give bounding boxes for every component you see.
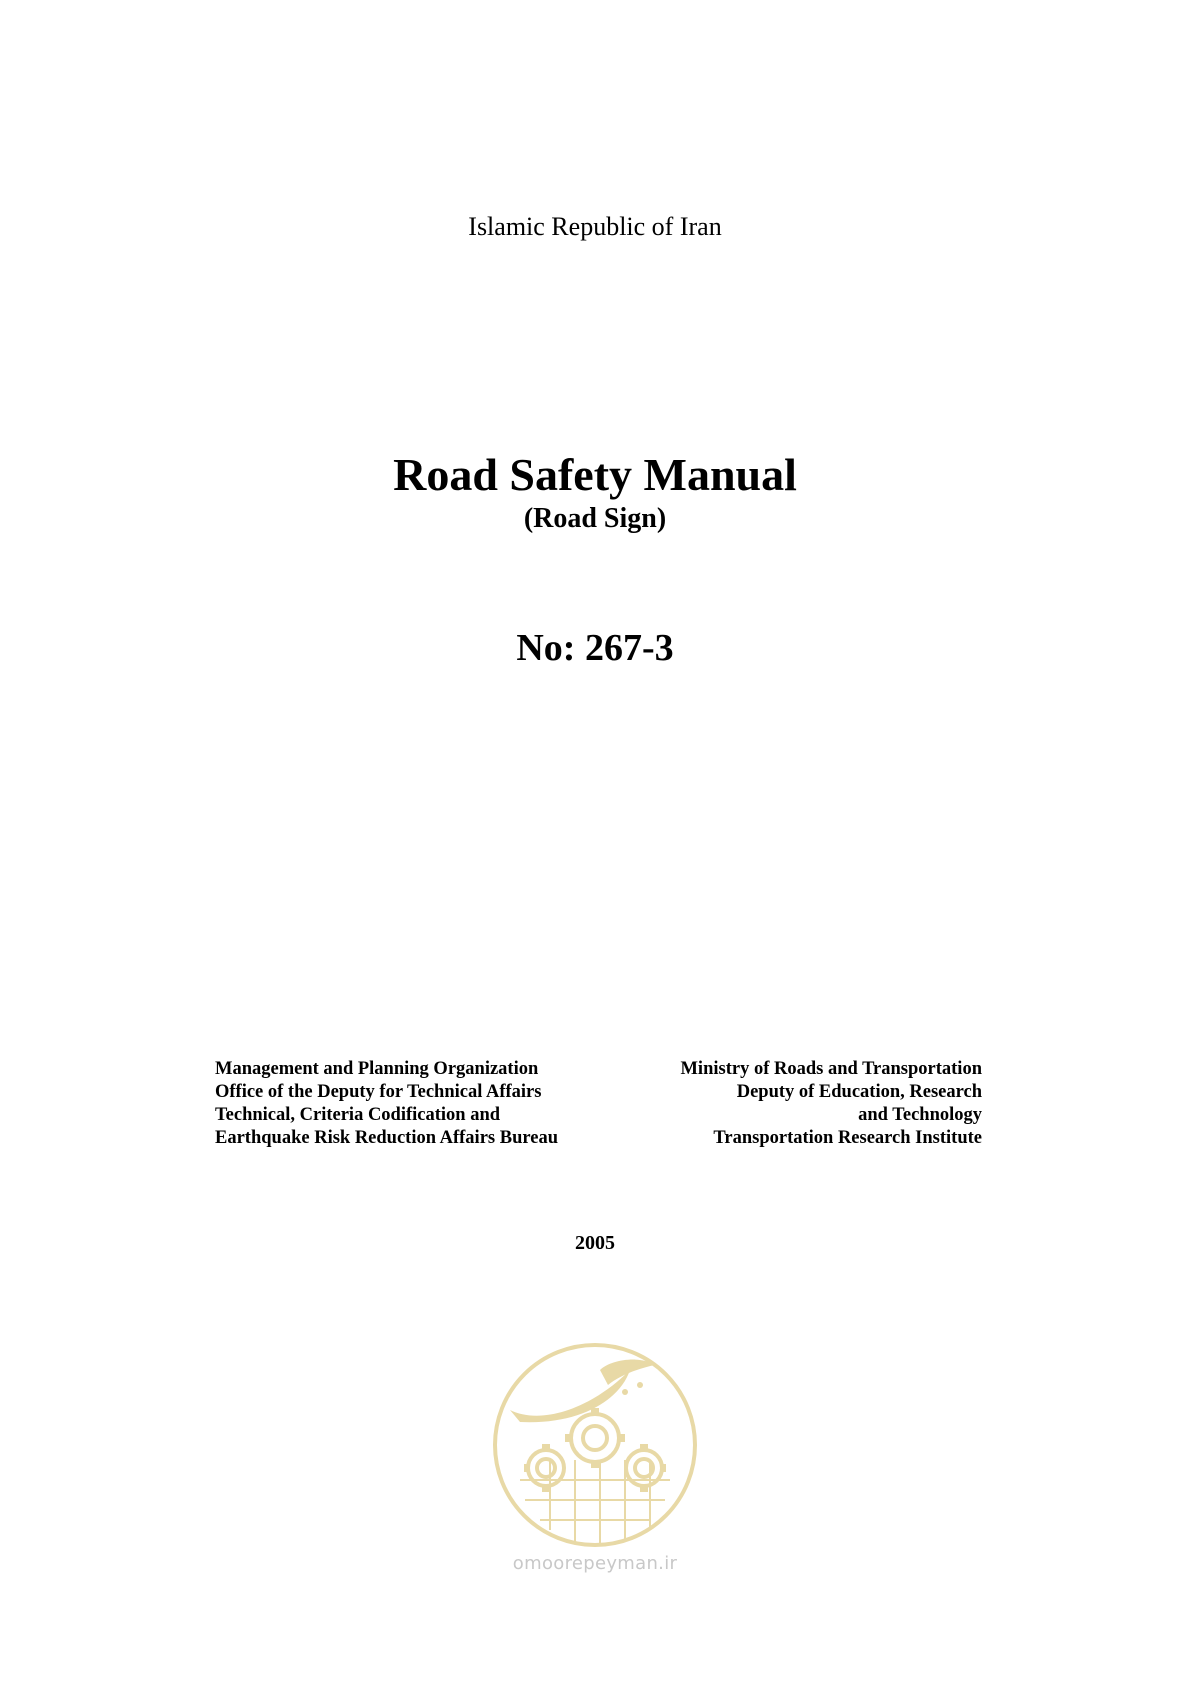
gear-seal-logo-icon <box>480 1330 710 1560</box>
publisher-right-line: Deputy of Education, Research <box>736 1082 982 1102</box>
document-number: No: 267-3 <box>516 627 674 669</box>
publisher-right-line: Ministry of Roads and Transportation <box>680 1059 982 1079</box>
watermark-url: omoorepeyman.ir <box>512 1553 678 1574</box>
publisher-right-line: Transportation Research Institute <box>713 1128 982 1148</box>
publisher-right-line: and Technology <box>858 1105 982 1125</box>
document-title: Road Safety Manual <box>393 449 797 500</box>
document-subtitle: (Road Sign) <box>523 503 667 534</box>
publication-year: 2005 <box>575 1232 615 1254</box>
publisher-left-block <box>215 1058 635 1150</box>
publisher-left-line: Technical, Criteria Codification and <box>215 1105 501 1125</box>
country-name: Islamic Republic of Iran <box>468 212 722 241</box>
publisher-right-block <box>600 1058 982 1150</box>
watermark-logo-icon <box>480 1330 710 1590</box>
publisher-left-line: Office of the Deputy for Technical Affairs <box>215 1082 542 1102</box>
publisher-left-line: Management and Planning Organization <box>215 1059 539 1079</box>
publisher-left-line: Earthquake Risk Reduction Affairs Bureau <box>215 1128 558 1148</box>
